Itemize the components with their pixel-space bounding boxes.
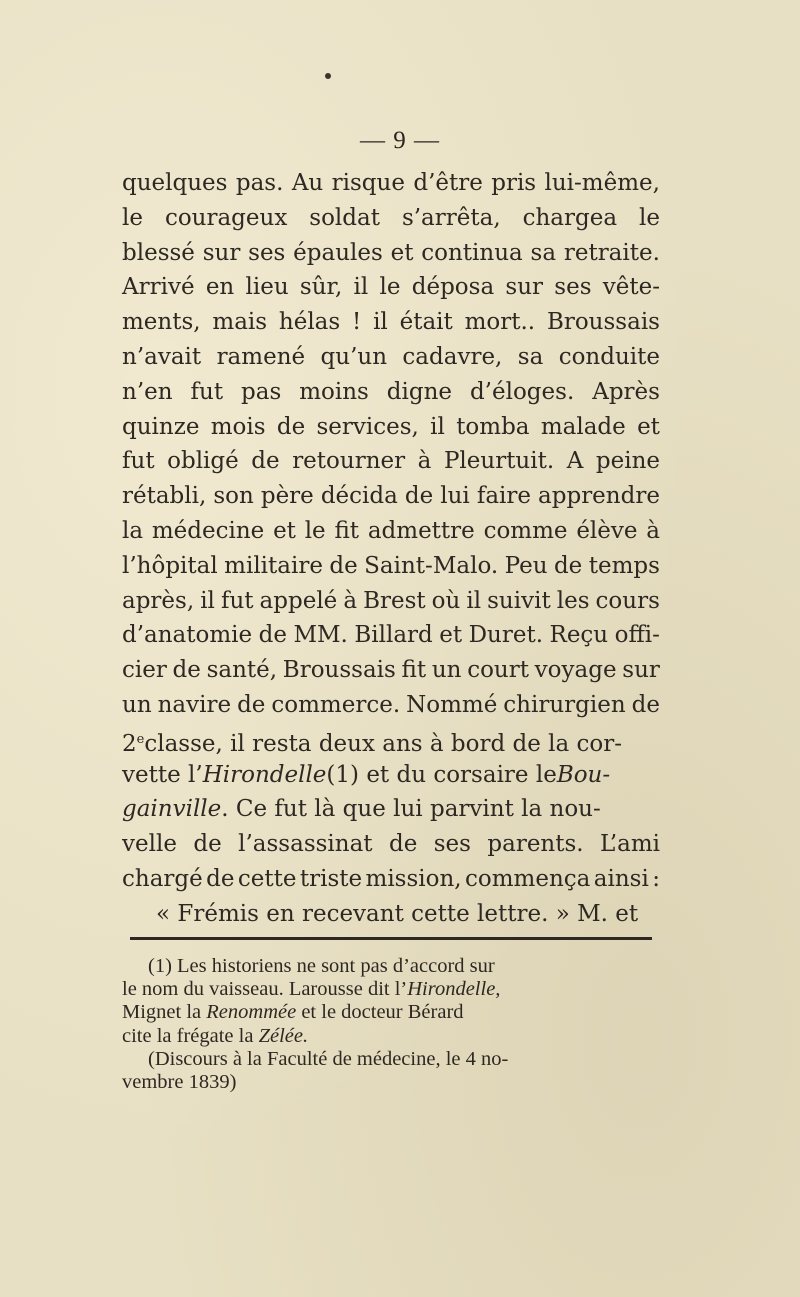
text-line xyxy=(122,375,660,410)
word: blessé xyxy=(122,239,195,266)
word: faire xyxy=(476,483,531,510)
word: vête- xyxy=(602,274,660,301)
text-line xyxy=(122,479,660,514)
word: de xyxy=(206,865,235,892)
word: élève xyxy=(576,517,638,544)
word: de xyxy=(258,622,287,649)
word: chargea xyxy=(522,204,618,231)
footnote-text: (Discours à la Faculté de médecine, le 4 no- xyxy=(148,1047,509,1070)
text-line xyxy=(122,862,660,897)
word: appelé xyxy=(259,587,338,614)
word: était xyxy=(399,309,453,336)
word: obligé xyxy=(167,448,239,475)
text-line xyxy=(122,653,660,688)
footnote-text: vembre 1839) xyxy=(122,1071,237,1094)
word: en xyxy=(205,274,235,301)
word: sûr, xyxy=(299,274,343,301)
word: d’être xyxy=(413,170,483,196)
text-line xyxy=(122,166,660,201)
word: commerce. xyxy=(271,691,401,718)
word: de xyxy=(553,552,583,579)
word: lui xyxy=(440,483,470,510)
word: quinze xyxy=(122,413,200,440)
text-line xyxy=(122,410,660,445)
text-line xyxy=(122,340,660,375)
text-line xyxy=(122,201,660,236)
footnote-rule xyxy=(130,937,652,940)
word: Peu xyxy=(504,552,548,579)
word: suivit xyxy=(487,587,551,614)
word: son xyxy=(213,483,254,510)
footnote-text: le nom du vaisseau. Larousse dit l’Hirondelle, xyxy=(122,978,501,1001)
footnote-line xyxy=(122,955,660,978)
word: le xyxy=(122,204,143,231)
word: admettre xyxy=(367,517,475,544)
word: n’en xyxy=(122,378,173,405)
word: ses xyxy=(554,274,592,301)
word: cette xyxy=(237,865,297,892)
word: Pleurtuit. xyxy=(443,448,555,475)
word: père xyxy=(260,483,314,510)
word: l’assassinat xyxy=(238,831,373,858)
word: sur xyxy=(505,274,544,301)
word: fit xyxy=(401,657,427,684)
word: de xyxy=(193,831,222,858)
footnote-text: Mignet la Renommée et le docteur Bérard xyxy=(122,1001,464,1024)
word: services, xyxy=(316,413,419,440)
text-line xyxy=(122,827,660,862)
word: médecine xyxy=(151,517,265,544)
word: court xyxy=(467,657,529,684)
text-line xyxy=(122,549,660,584)
word: risque xyxy=(331,170,405,196)
word: sa xyxy=(530,239,557,266)
word: de xyxy=(237,691,266,718)
ink-speck xyxy=(325,73,331,79)
word: s’arrêta, xyxy=(401,204,501,231)
word: tomba xyxy=(456,413,530,440)
word: il xyxy=(430,413,445,440)
word: fut xyxy=(220,587,254,614)
text-fragment: 2eclasse, il resta deux ans à bord de la cor- xyxy=(122,731,623,758)
text-line xyxy=(122,514,660,549)
footnote-line xyxy=(122,1048,660,1071)
word: sur xyxy=(202,239,241,266)
word: Au xyxy=(291,170,324,196)
word: Après xyxy=(592,378,660,405)
word: retourner xyxy=(292,448,406,475)
word: de xyxy=(276,413,306,440)
word: parents. xyxy=(487,831,584,858)
word: hélas xyxy=(278,309,341,336)
word: l’hôpital xyxy=(122,552,218,579)
word: cier xyxy=(122,657,167,684)
text-fragment: vette l’Hirondelle(1) et du corsaire leBou- xyxy=(122,761,611,788)
word: peine xyxy=(595,448,660,475)
word: Broussais xyxy=(546,309,660,336)
word: chirurgien xyxy=(503,691,626,718)
word: ! xyxy=(352,309,362,336)
word: retraite. xyxy=(563,239,660,266)
word: n’avait xyxy=(122,343,202,370)
word: fut xyxy=(122,448,155,475)
text-fragment: gainville. Ce fut là que lui parvint la nou- xyxy=(122,796,601,823)
word: cadavre, xyxy=(402,343,503,370)
word: lieu xyxy=(245,274,289,301)
word: où xyxy=(431,587,461,614)
word: lui-même, xyxy=(544,170,660,196)
word: de xyxy=(172,657,201,684)
word: à xyxy=(343,587,358,614)
word: triste xyxy=(299,865,363,892)
word: déposa xyxy=(411,274,495,301)
text-line-quote xyxy=(122,897,660,932)
footnote-text: cite la frégate la Zélée. xyxy=(122,1024,309,1047)
word: navire xyxy=(157,691,232,718)
text-line xyxy=(122,618,660,653)
word: sa xyxy=(517,343,544,370)
word: à xyxy=(417,448,432,475)
word: ses xyxy=(433,831,471,858)
word: il xyxy=(466,587,482,614)
word: offi- xyxy=(614,622,660,649)
word: épaules xyxy=(293,239,383,266)
word: la xyxy=(122,517,144,544)
word: ses xyxy=(248,239,286,266)
word: de xyxy=(631,691,660,718)
word: à xyxy=(646,517,660,544)
word: qu’un xyxy=(320,343,388,370)
word: d’éloges. xyxy=(469,378,575,405)
word: le xyxy=(304,517,326,544)
word: : xyxy=(652,865,660,892)
word: Arrivé xyxy=(122,274,195,301)
word: un xyxy=(431,657,462,684)
body-text xyxy=(122,166,660,932)
word: de xyxy=(329,552,358,579)
word: L’ami xyxy=(600,831,660,858)
word: mort.. xyxy=(464,309,536,336)
word: apprendre xyxy=(538,483,660,510)
word: ments, xyxy=(122,309,201,336)
word: Duret. xyxy=(468,622,544,649)
word: pas xyxy=(241,378,282,405)
word: A xyxy=(566,448,584,475)
word: chargé xyxy=(122,865,203,892)
text-line-2e-classe xyxy=(122,723,660,758)
word: et xyxy=(439,622,463,649)
word: Reçu xyxy=(549,622,609,649)
word: d’anatomie xyxy=(122,622,253,649)
text-line xyxy=(122,270,660,305)
word: rétabli, xyxy=(122,483,207,510)
word: pris xyxy=(491,170,537,196)
word: de xyxy=(404,483,434,510)
footnote-line xyxy=(122,1025,660,1048)
word: militaire xyxy=(224,552,323,579)
text-line xyxy=(122,688,660,723)
word: courageux xyxy=(164,204,288,231)
word: et xyxy=(637,413,660,440)
word: de xyxy=(251,448,280,475)
word: voyage xyxy=(534,657,617,684)
footnote-line xyxy=(122,978,660,1001)
word: Broussais xyxy=(282,657,396,684)
text-line xyxy=(122,444,660,479)
word: moins xyxy=(299,378,369,405)
word: soldat xyxy=(309,204,380,231)
word: MM. xyxy=(293,622,348,649)
word: il xyxy=(353,274,369,301)
word: mission, xyxy=(365,865,462,892)
word: velle xyxy=(122,831,177,858)
word: mois xyxy=(210,413,266,440)
word: après, xyxy=(122,587,195,614)
text-line xyxy=(122,584,660,619)
word: Nommé xyxy=(406,691,498,718)
word: décida xyxy=(320,483,398,510)
word: cours xyxy=(595,587,660,614)
word: conduite xyxy=(558,343,660,370)
text-fragment: « Frémis en recevant cette lettre. » M. et xyxy=(156,900,639,927)
word: de xyxy=(388,831,418,858)
footnote xyxy=(122,955,660,1094)
word: fut xyxy=(190,378,224,405)
word: pas. xyxy=(235,170,284,196)
word: Brest xyxy=(363,587,426,614)
word: fit xyxy=(334,517,360,544)
word: malade xyxy=(540,413,626,440)
footnote-line xyxy=(122,1001,660,1024)
word: Billard xyxy=(354,622,433,649)
word: ramené xyxy=(216,343,306,370)
word: quelques xyxy=(122,170,228,196)
word: les xyxy=(556,587,590,614)
word: et xyxy=(390,239,414,266)
word: commença xyxy=(465,865,591,892)
footnote-text: (1) Les historiens ne sont pas d’accord sur xyxy=(148,955,495,977)
word: santé, xyxy=(206,657,278,684)
word: Saint-Malo. xyxy=(364,552,499,579)
word: ainsi xyxy=(593,865,649,892)
word: mais xyxy=(212,309,268,336)
word: temps xyxy=(588,552,660,579)
page-number: — 9 — xyxy=(360,127,440,154)
text-line xyxy=(122,305,660,340)
word: il xyxy=(200,587,215,614)
word: et xyxy=(273,517,296,544)
word: sur xyxy=(622,657,660,684)
word: continua xyxy=(421,239,523,266)
word: un xyxy=(122,691,152,718)
word: digne xyxy=(386,378,453,405)
text-line-gainville xyxy=(122,792,660,827)
text-line xyxy=(122,236,660,271)
text-line-vette xyxy=(122,758,660,793)
word: il xyxy=(373,309,388,336)
footnote-line xyxy=(122,1071,660,1094)
word: le xyxy=(379,274,401,301)
word: le xyxy=(639,204,660,231)
word: comme xyxy=(483,517,568,544)
